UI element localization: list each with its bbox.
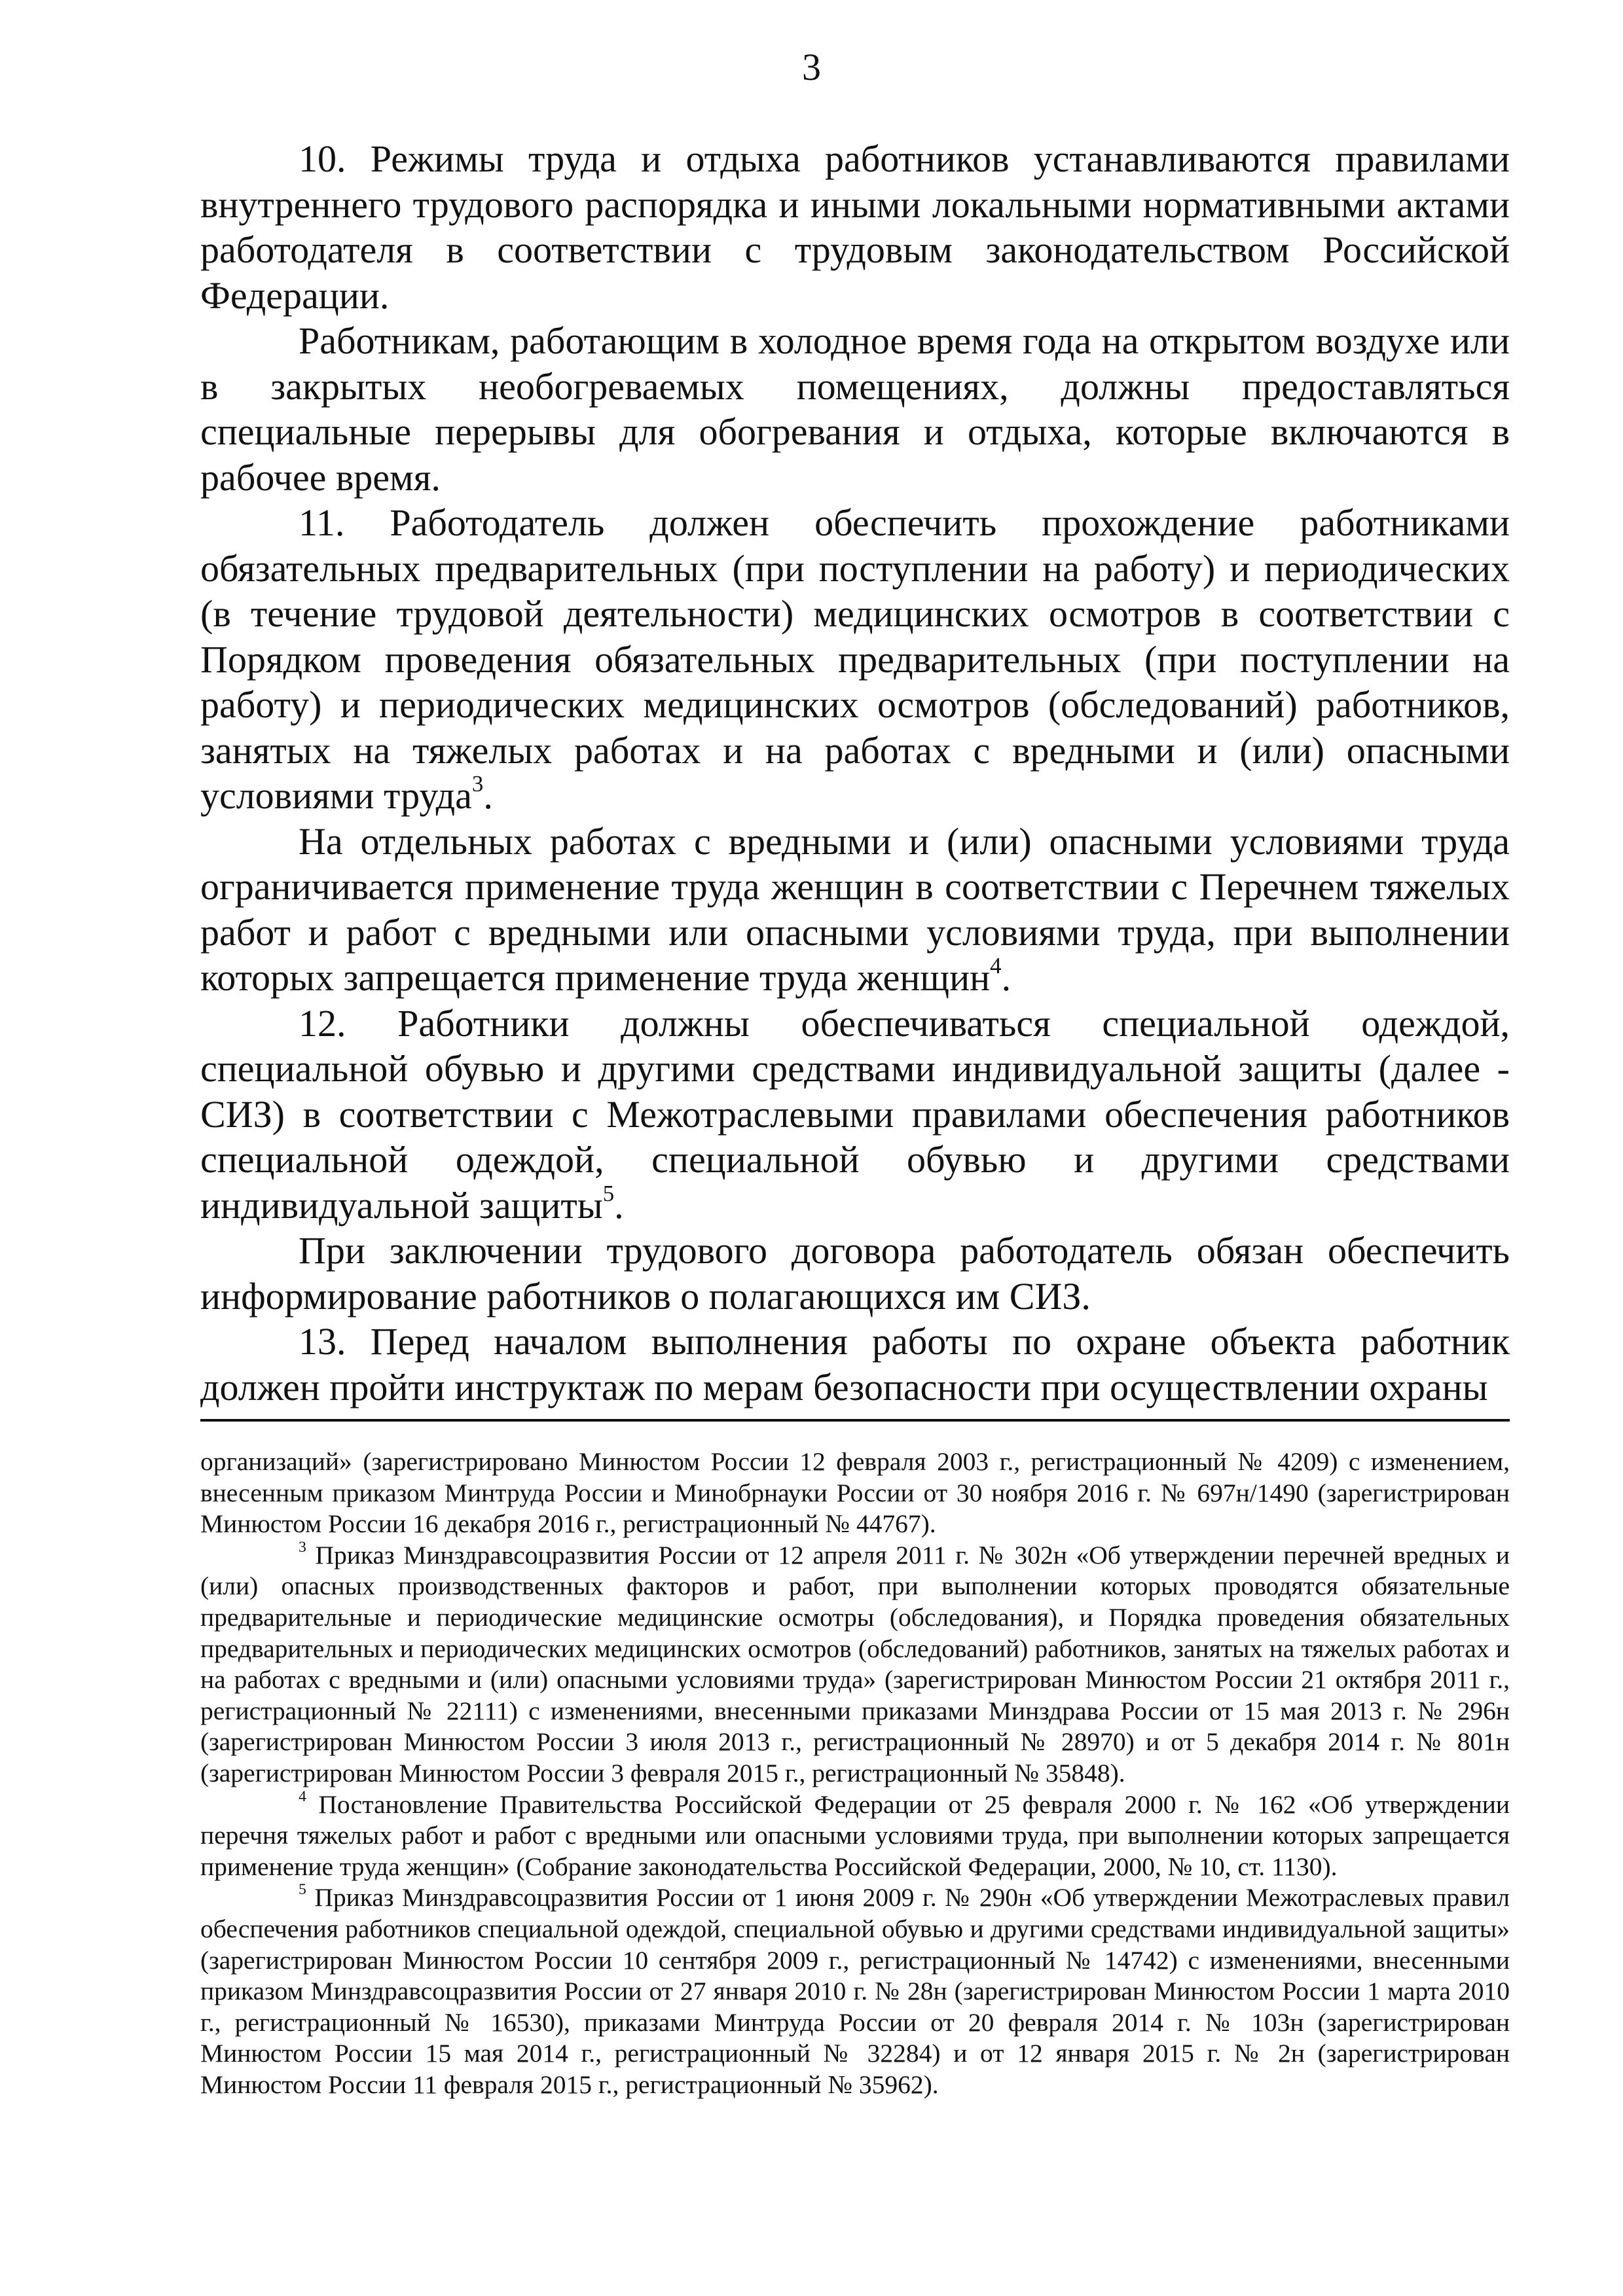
footnote-mark: 4 <box>299 1787 306 1805</box>
paragraph-10-cold-breaks: Работникам, работающим в холодное время года на открытом воздухе или в закрытых необогреваемых помещениях, должны предоставляться специальные перерывы для обогревания и отдыха, которые включаются в рабочее время. <box>200 319 1510 499</box>
paragraph-10: 10. Режимы труда и отдыха работников устанавливаются правилами внутреннего трудового распорядка и иными локальными нормативными актами работодателя в соответствии с трудовым законодательством Российской Федерации. <box>200 137 1510 317</box>
paragraph-11-women: На отдельных работах с вредными и (или) опасными условиями труда ограничивается применение труда женщин в соответствии с Перечнем тяжелых работ и работ с вредными или опасными условиями труда, при выполнении которых запрещается применение труда женщин$^4$. <box>200 819 1510 999</box>
footnote-mark: 3 <box>299 1539 306 1556</box>
footnote-ref-5: 5 <box>602 1180 615 1206</box>
footnote-3: $^3$ Приказ Минздравсоцразвития России от 12 апреля 2011 г. № 302н «Об утверждении перечней вредных и (или) опасных производственных факторов и работ, при выполнении которых проводятся обязательные предварительные и периодические медицинские осмотры (обследования), и Порядка проведения обязательных предварительных и периодических медицинских осмотров (обследований) работников, занятых на тяжелых работах и на работах с вредными и (или) опасными условиями труда» (зарегистрирован Минюстом России 21 октября 2011 г., регистрационный № 22111) с изменениями, внесенными приказами Минздрава России от 15 мая 2013 г. № 296н (зарегистрирован Минюстом России 3 июля 2013 г., регистрационный № 28970) и от 5 декабря 2014 г. № 801н (зарегистрирован Минюстом России 3 февраля 2015 г., регистрационный № 35848). <box>200 1539 1510 1787</box>
page-number: 3 <box>802 46 821 88</box>
footnote-mark: 5 <box>299 1881 306 1899</box>
paragraph-12-contract: При заключении трудового договора работодатель обязан обеспечить информирование работников о полагающихся им СИЗ. <box>200 1229 1510 1318</box>
footnote-4: $^4$ Постановление Правительства Российской Федерации от 25 февраля 2000 г. № 162 «Об утверждении перечня тяжелых работ и работ с вредными или опасными условиями труда, при выполнении которых запрещается применение труда женщин» (Собрание законодательства Российской Федерации, 2000, № 10, ст. 1130). <box>200 1787 1510 1881</box>
paragraph-13: 13. Перед началом выполнения работы по охране объекта работник должен пройти инструктаж по мерам безопасности при осуществлении охраны <box>200 1320 1510 1408</box>
paragraph-11: 11. Работодатель должен обеспечить прохождение работниками обязательных предварительных (при поступлении на работу) и периодических (в течение трудовой деятельности) медицинских осмотров в соответствии с Порядком проведения обязательных предварительных (при поступлении на работу) и периодических медицинских осмотров (обследований) работников, занятых на тяжелых работах и на работах с вредными и (или) опасными условиями труда$^3$. <box>200 501 1510 817</box>
paragraph-12: 12. Работники должны обеспечиваться специальной одеждой, специальной обувью и другими средствами индивидуальной защиты (далее - СИЗ) в соответствии с Межотраслевыми правилами обеспечения работников специальной одеждой, специальной обувью и другими средствами индивидуальной защиты$^5$. <box>200 1001 1510 1227</box>
footnote-separator <box>200 1419 1510 1422</box>
main-text <box>200 136 1510 1410</box>
footnote-continuation: организаций» (зарегистрировано Минюстом России 12 февраля 2003 г., регистрационный № 4209) с изменением, внесенным приказом Минтруда России и Минобрнауки России от 30 ноября 2016 г. № 697н/1490 (зарегистрирован Минюстом России 16 декабря 2016 г., регистрационный № 44767). <box>200 1447 1510 1539</box>
footnote-ref-4: 4 <box>990 952 1002 978</box>
footnote-ref-3: 3 <box>471 770 484 797</box>
footnote-5: $^5$ Приказ Минздравсоцразвития России от 1 июня 2009 г. № 290н «Об утверждении Межотраслевых правил обеспечения работников специальной одеждой, специальной обувью и другими средствами индивидуальной защиты» (зарегистрирован Минюстом России 10 сентября 2009 г., регистрационный № 14742) с изменениями, внесенными приказом Минздравсоцразвития России от 27 января 2010 г. № 28н (зарегистрирован Минюстом России 1 марта 2010 г., регистрационный № 16530), приказами Минтруда России от 20 февраля 2014 г. № 103н (зарегистрирован Минюстом России 15 мая 2014 г., регистрационный № 32284) и от 12 января 2015 г. № 2н (зарегистрирован Минюстом России 11 февраля 2015 г., регистрационный № 35962). <box>200 1881 1510 2099</box>
footnotes <box>200 1446 1510 2100</box>
